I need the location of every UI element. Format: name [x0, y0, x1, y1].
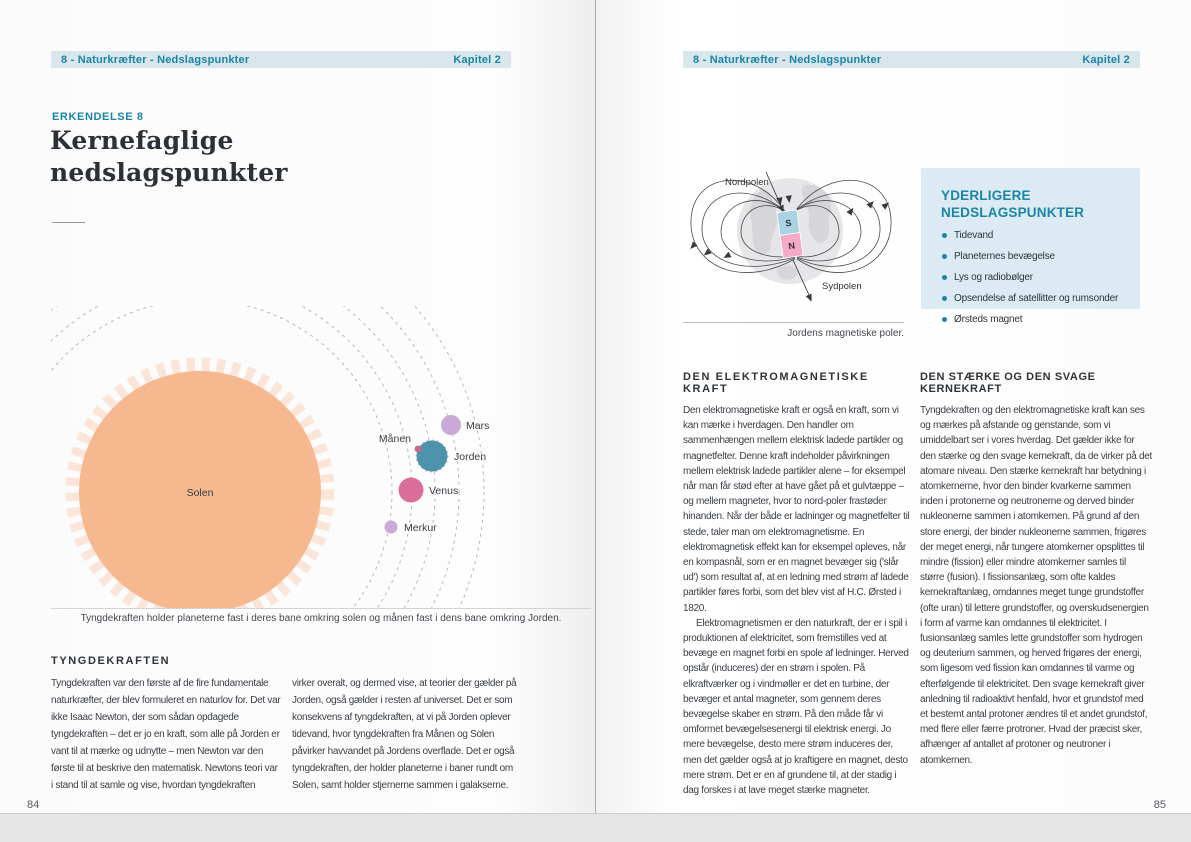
list-item: Ørsteds magnet [941, 314, 1134, 326]
further-topics-box [921, 168, 1140, 325]
list-item: Tidevand [941, 230, 1134, 242]
magnetic-figure-caption: Jordens magnetiske poler. [787, 328, 904, 339]
running-header-chapter: Kapitel 2 [453, 53, 501, 66]
nuclear-forces-paragraph: Tyngdekraften og den elektromagnetiske kraft kan ses og mærkes på afstande og genstande, som vi umiddelbart ser i vores hverdag. Det gælder ikke for den stærke og den svage kernekraft, da de virker på det atomare niveau. Den stærke kernekraft har betydning i atomkernerne, hvor den binder kvarkerne sammen inden i protonerne og neutronerne og derved binder nukleonerne sammen i atomkernen. På grund af den store energi, der binder nukleonerne sammen, frigøres der meget energi, når tungere atomkerner opsplittes til mindre (fission) eller mindre atomkerner samles til større (fusion). I fissionsanlæg, som ofte kaldes kernekraftanlæg, omdannes meget tunge grundstoffer (ofte uran) til lettere grundstoffer, og overskudsenergien i form af varme kan omdannes til elektricitet. I fusionsanlæg samles lette grundstoffer som hydrogen og deuterium sammen, og herved frigøres der energi, som ligesom ved fission kan omdannes til varme og efterfølgende til elektricitet. Den svage kernekraft giver anledning til radioaktivt henfald, hvor et grundstof med et bestemt antal protoner ændres til et andet grundstof, med flere eller færre protroner. Hvad der præcist sker, afhænger af antallet af protoner og neutroner i atomkernen. [920, 405, 1152, 766]
list-item: Lys og radiobølger [941, 272, 1134, 284]
right-running-header [683, 51, 1140, 68]
moon [415, 446, 422, 453]
list-item: Planeternes bevægelse [941, 251, 1134, 263]
solar-figure-caption: Tyngdekraften holder planeterne fast i deres bane omkring solen og månen fast i dens bane omkring Jorden. [80, 613, 562, 624]
venus-label: Venus [429, 485, 459, 497]
electromagnetic-heading: DEN ELEKTROMAGNETISKE KRAFT [683, 371, 869, 395]
magnetic-field-figure [683, 158, 904, 323]
spine-divider [595, 0, 596, 813]
further-topics-heading: YDERLIGERE NEDSLAGSPUNKTER [941, 188, 1085, 220]
running-header-title: 8 - Naturkræfter - Nedslagspunkter [693, 53, 882, 66]
south-pole-label: Sydpolen [822, 281, 862, 292]
solar-system-figure [51, 306, 591, 609]
title-rule [52, 222, 85, 223]
mars [441, 415, 461, 435]
running-header-title: 8 - Naturkræfter - Nedslagspunkter [61, 53, 250, 66]
sun-label: Solen [186, 487, 214, 499]
gravity-column-1 [51, 675, 281, 794]
moon-label: Månen [378, 433, 411, 445]
mercury-label: Merkur [404, 522, 437, 534]
electromagnetic-paragraph-2: Elektromagnetismen er den naturkraft, der er i spil i produktionen af elektricitet, som fremstilles ved at bevæge en magnet forbi en spole af ledninger. Herved opstår (induceres) der en strøm i spolen. På elkraftværker og i vindmøller er det en turbine, der bevæger et antal magneter, som gennem deres bevægelse skaber en strøm. På den måde får vi omformet bevægelsesenergi til elektrisk energi. Jo mere bevægelse, desto mere strøm induceres der, men det gælder også at jo kraftigere en magnet, desto mere strøm. Det er en af grundene til, at der stadig i dag forskes i at lave meget stærke magneter. [683, 617, 909, 797]
magnetic-field-diagram [683, 158, 904, 320]
gravity-paragraph-2: virker overalt, og dermed vise, at teorier der gælder på Jorden, også gælder i resten af universet. Det er som konsekvens af tyngdekraften, at vi på Jorden oplever tidevand, hvor tyngdekraften fra Månen og Solen påvirker havvandet på Jordens overflade. Det er også tyngdekraften, der holder planeterne i baner rundt om Solen, samt holder stjernerne sammen i galakserne. [292, 678, 517, 791]
electromagnetic-section [683, 371, 912, 798]
nuclear-forces-heading: DEN STÆRKE OG DEN SVAGE KERNEKRAFT [920, 371, 1096, 395]
page-number-left: 84 [27, 799, 40, 811]
earth [417, 441, 448, 472]
nuclear-forces-section [920, 371, 1152, 768]
page-title [50, 125, 288, 189]
further-topics-list [941, 230, 1134, 326]
gravity-column-2 [292, 675, 522, 794]
magnet-n-letter: N [787, 240, 796, 252]
mercury [385, 521, 398, 534]
page-title-line2: nedslagspunkter [50, 158, 288, 187]
gravity-heading: TYNGDEKRAFTEN [51, 655, 171, 667]
mars-label: Mars [466, 420, 490, 432]
kicker-erkendelse: ERKENDELSE 8 [52, 111, 144, 123]
electromagnetic-paragraph-1: Den elektromagnetiske kraft er også en kraft, som vi kan mærke i hverdagen. Den handler om sammenhængen mellem elektrisk ladede partikler og magnetfelter. Denne kraft indeholder påvirkningen mellem elektrisk ladede partikler alene – for eksempel når man får stød efter at have gået på et gulvtæppe – og mellem magneter, hvor to nord-poler frastøder hinanden. Når der både er ladninger og magnetfelter til stede, taler man om elektromagnetisme. En elektromagnetisk effekt kan for eksempel opleves, når en kompasnål, som er en magnet bevæger sig ('slår ud') som resultat af, at en ledning med strøm af ladede partikler føres forbi, som det blev vist af H.C. Ørsted i 1820. [683, 405, 910, 614]
solar-system-diagram [51, 306, 591, 608]
page-number-right: 85 [1153, 799, 1166, 811]
earth-label: Jorden [454, 451, 487, 463]
north-pole-label: Nordpolen [725, 177, 769, 188]
gravity-paragraph-1: Tyngdekraften var den første af de fire fundamentale naturkræfter, der blev formuleret en naturlov for. Det var ikke Isaac Newton, der som sådan opdagede tyngdekraften – det er jo en kraft, som alle på Jorden er vant til at mærke og udnytte – men Newton var den første til at beskrive den matematisk. Newtons teori var i stand til at samle og vise, hvordan tyngdekraften [51, 678, 281, 791]
page-title-line1: Kernefaglige [50, 126, 234, 155]
gravity-section [51, 655, 523, 794]
left-running-header [51, 51, 511, 68]
venus [399, 478, 424, 503]
magnet-s-letter: S [784, 217, 793, 229]
list-item: Opsendelse af satellitter og rumsonder [941, 293, 1134, 305]
running-header-chapter: Kapitel 2 [1082, 53, 1130, 66]
